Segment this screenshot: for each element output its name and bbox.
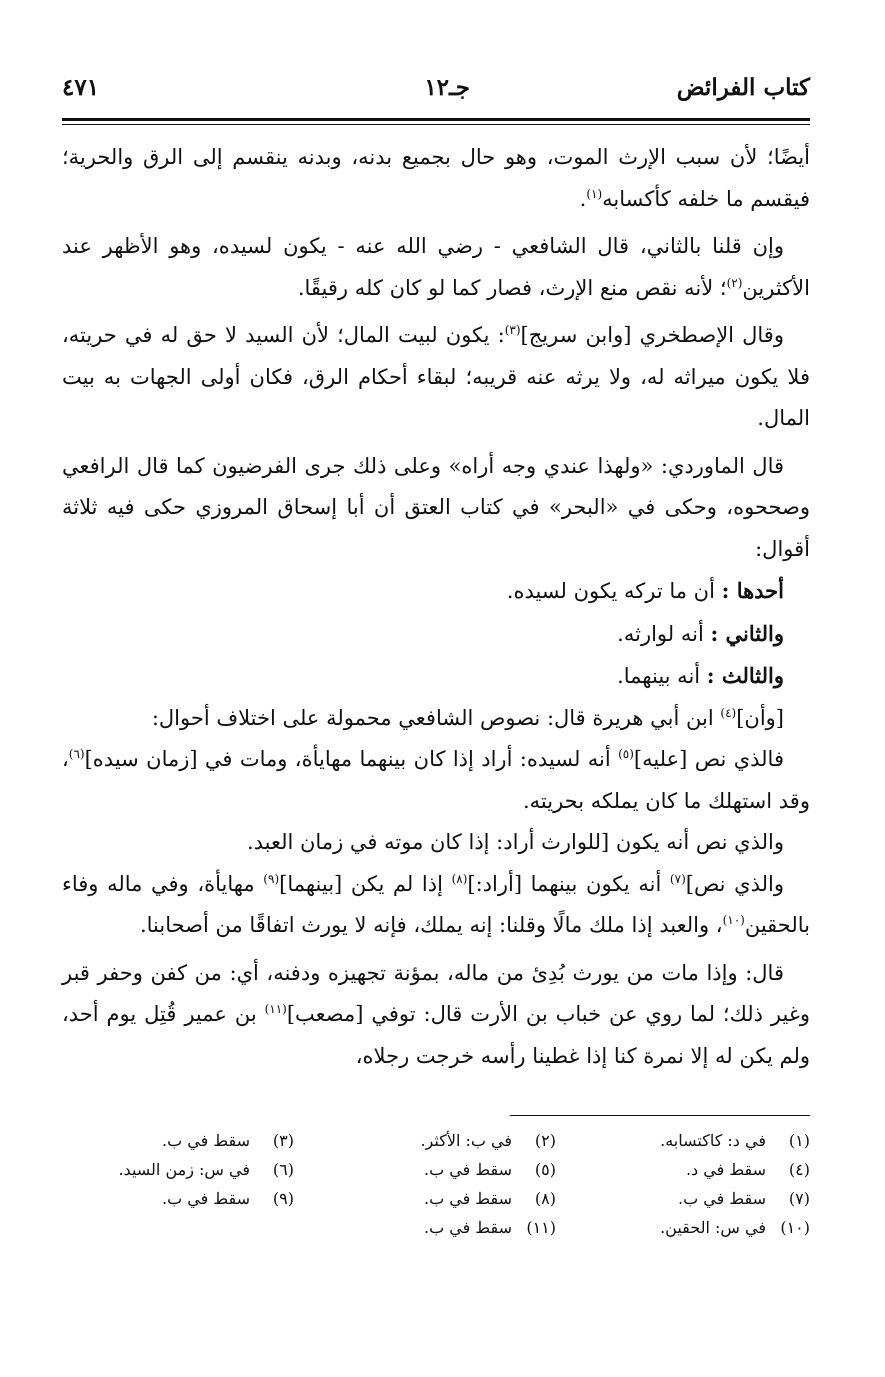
- book-page: [62, 70, 810, 1242]
- footnote-ref: (١٠): [722, 913, 745, 927]
- footnote-separator: [510, 1115, 810, 1116]
- header-rule-thick: [62, 118, 810, 121]
- paragraph: [وأن]$^{(٤)}$ ابن أبي هريرة قال: نصوص الشافعي محمولة على اختلاف أحوال:: [151, 705, 784, 730]
- footnote-ref: (١): [586, 186, 603, 201]
- footnotes: [62, 1126, 810, 1242]
- footnote: (٨)سقط في ب.: [424, 1189, 556, 1208]
- saying-item: والثاني : أنه لوارثه.: [617, 620, 784, 646]
- saying-item: أحدها : أن ما تركه يكون لسيده.: [506, 578, 784, 603]
- footnote-ref: (٨): [451, 871, 468, 886]
- paragraph: قال: وإذا مات من يورث بُدِئ من ماله، بمؤنة تجهيزه ودفنه، أي: من كفن وحفر قبر وغير ذلك؛ لما روي عن خباب بن الأرت قال: توفي [مصعب]$^{(١١)}$ بن عمير قُتِل يوم أحد، ولم يكن له إلا نمرة كنا إذا غطينا رأسه خرجت رجلاه،: [62, 960, 810, 1068]
- footnote-ref: (٥): [618, 747, 634, 761]
- footnote-ref: (٤): [720, 705, 737, 720]
- book-title: كتاب الفرائض: [676, 74, 810, 101]
- footnote: (٧)سقط في ب.: [678, 1189, 810, 1208]
- footnote: (٢)في ب: الأكثر.: [420, 1131, 556, 1150]
- saying-item: والثالث : أنه بينهما.: [617, 663, 784, 688]
- footnote: (٣)سقط في ب.: [162, 1131, 294, 1150]
- paragraph: والذي نص]$^{(٧)}$ أنه يكون بينهما [أراد:]$^{(٨)}$ إذا لم يكن [بينهما]$^{(٩)}$ مهايأة، وفي ماله وفاء بالحقين$^{(١٠)}$، والعبد إذا ملك مالًا وقلنا: إنه يملك، فإنه لا يورث اتفاقًا من أصحابنا.: [62, 871, 810, 937]
- paragraph: قال الماوردي: «ولهذا عندي وجه أراه» وعلى ذلك جرى الفرضيون كما قال الرافعي وصححوه، وحكى في «البحر» في كتاب العتق أن أبا إسحاق المروزي حكى فيه ثلاثة أقوال:: [62, 453, 810, 561]
- footnote: (٦)في س: زمن السيد.: [118, 1160, 294, 1179]
- saying-label: أحدها :: [721, 578, 784, 603]
- footnote: (١١)سقط في ب.: [424, 1218, 556, 1237]
- paragraph: فالذي نص [عليه]$^{(٥)}$ أنه لسيده: أراد إذا كان بينهما مهايأة، ومات في [زمان سيده]$^{(٦)}$، وقد استهلك ما كان يملكه بحريته.: [62, 747, 810, 813]
- footnote: (٥)سقط في ب.: [424, 1160, 556, 1179]
- footnote-ref: (٣): [504, 323, 521, 337]
- footnote: (١)في د: كاكتسابه.: [660, 1131, 810, 1150]
- footnote: (٤)سقط في د.: [685, 1160, 810, 1179]
- footnote-ref: (٧): [669, 871, 686, 886]
- footnote-ref: (١١): [264, 1002, 287, 1016]
- paragraph: وإن قلنا بالثاني، قال الشافعي - رضي الله عنه - يكون لسيده، وهو الأظهر عند الأكثرين$^{(٢)}$؛ لأنه نقص منع الإرث، فصار كما لو كان كله رقيقًا.: [62, 234, 810, 300]
- volume-label: جـ١٢: [424, 74, 470, 101]
- footnote: (١٠)في س: الحقين.: [660, 1218, 810, 1237]
- paragraph: وقال الإصطخري [وابن سريج]$^{(٣)}$: يكون لبيت المال؛ لأن السيد لا حق له في حريته، فلا يكون ميراثه له، ولا يرثه عنه قريبه؛ لبقاء أحكام الرق، فكان أولى الجهات به بيت المال.: [62, 323, 810, 430]
- footnote-ref: (٦): [68, 747, 85, 761]
- footnote: (٩)سقط في ب.: [162, 1189, 294, 1208]
- page-number: ٤٧١: [62, 74, 100, 101]
- main-text: [62, 137, 810, 1077]
- paragraph: أيضًا؛ لأن سبب الإرث الموت، وهو حال بجميع بدنه، وبدنه ينقسم إلى الرق والحرية؛ فيقسم ما خلفه كأكسابه$^{(١)}$.: [62, 145, 810, 211]
- running-header: [62, 70, 810, 114]
- header-rule-thin: [62, 124, 810, 125]
- saying-label: والثالث :: [706, 663, 784, 688]
- paragraph: والذي نص أنه يكون [للوارث أراد: إذا كان موته في زمان العبد.: [246, 830, 784, 854]
- footnote-ref: (٩): [263, 871, 280, 886]
- saying-label: والثاني :: [710, 620, 784, 646]
- footnote-ref: (٢): [726, 275, 743, 290]
